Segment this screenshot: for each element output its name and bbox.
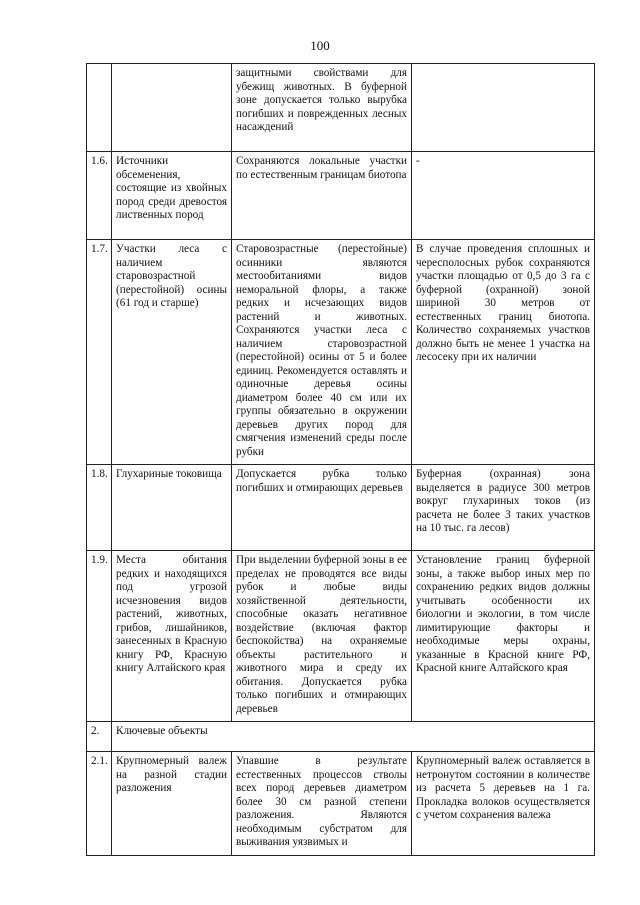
row-number: 1.7. bbox=[87, 240, 112, 465]
object-measures: Крупномерный валеж оставляется в нетронутом состоянии в количестве из расчета 5 деревьев на 1 га. Прокладка волоков осуществляется с учетом сохранения валежа bbox=[412, 752, 595, 856]
biotope-table bbox=[86, 63, 595, 856]
table-row bbox=[87, 465, 595, 551]
object-measures: Буферная (охранная) зона выделяется в радиусе 300 метров вокруг глухариных токов (из расчета не более 3 таких участков на 10 тыс. га лесов) bbox=[412, 465, 595, 551]
object-measures bbox=[412, 64, 595, 152]
object-measures: Установление границ буферной зоны, а также выбор иных мер по сохранению редких видов должны учитывать особенности их биологии и экологии, в том числе лимитирующие факторы и необходимые меры охраны, указанные в Красной книге РФ, Красной книге Алтайского края bbox=[412, 551, 595, 722]
object-measures: В случае проведения сплошных и чересполосных рубок сохраняются участки площадью от 0,5 до 3 га с буферной (охранной) зоной шириной 30 метров от естественных границ биотопа. Количество сохраняемых участков должно быть не менее 1 участка на лесосеку при их наличии bbox=[412, 240, 595, 465]
row-number: 1.8. bbox=[87, 465, 112, 551]
row-number bbox=[87, 64, 112, 152]
object-name: Крупномерный валеж на разной стадии разложения bbox=[112, 752, 232, 856]
row-number: 1.9. bbox=[87, 551, 112, 722]
row-number: 2.1. bbox=[87, 752, 112, 856]
object-description: Сохраняются локальные участки по естественным границам биотопа bbox=[232, 152, 412, 240]
section-number: 2. bbox=[87, 722, 112, 752]
section-title: Ключевые объекты bbox=[112, 722, 595, 752]
object-description: При выделении буферной зоны в ее пределах не проводятся все виды рубок и любые виды хозяйственной деятельности, способные оказать негативное воздействие (включая фактор беспокойства) на охраняемые объекты растительного и животного мира и среду их обитания. Допускается рубка только погибших и отмирающих деревьев bbox=[232, 551, 412, 722]
object-description: Допускается рубка только погибших и отмирающих деревьев bbox=[232, 465, 412, 551]
row-number: 1.6. bbox=[87, 152, 112, 240]
table-row bbox=[87, 752, 595, 856]
table-row bbox=[87, 152, 595, 240]
table-row bbox=[87, 551, 595, 722]
object-description: Упавшие в результате естественных процессов стволы всех пород деревьев диаметром более 30 см разной степени разложения. Являются необходимым субстратом для выживания уязвимых и bbox=[232, 752, 412, 856]
object-name bbox=[112, 64, 232, 152]
object-description: Старовозрастные (перестойные) осинники являются местообитаниями видов неморальной флоры, а также редких и исчезающих видов растений и животных. Сохраняются участки леса с наличием старовозрастной (перестойной) осины от 5 и более единиц. Рекомендуется оставлять и одиночные деревья осины диаметром более 40 см или их группы обязательно в окружении деревьев других пород для смягчения изменений среды после рубки bbox=[232, 240, 412, 465]
object-name: Места обитания редких и находящихся под угрозой исчезновения видов растений, животных, грибов, лишайников, занесенных в Красную книгу РФ, Красную книгу Алтайского края bbox=[112, 551, 232, 722]
object-measures: - bbox=[412, 152, 595, 240]
object-name: Источники обсеменения, состоящие из хвойных пород среди древостоя лиственных пород bbox=[112, 152, 232, 240]
page-number: 100 bbox=[310, 38, 330, 53]
object-description: защитными свойствами для убежищ животных. В буферной зоне допускается только вырубка погибших и поврежденных лесных насаждений bbox=[232, 64, 412, 152]
object-name: Глухариные токовища bbox=[112, 465, 232, 551]
table-row bbox=[87, 240, 595, 465]
table-row bbox=[87, 64, 595, 152]
object-name: Участки леса с наличием старовозрастной (перестойной) осины (61 год и старше) bbox=[112, 240, 232, 465]
section-row bbox=[87, 722, 595, 752]
